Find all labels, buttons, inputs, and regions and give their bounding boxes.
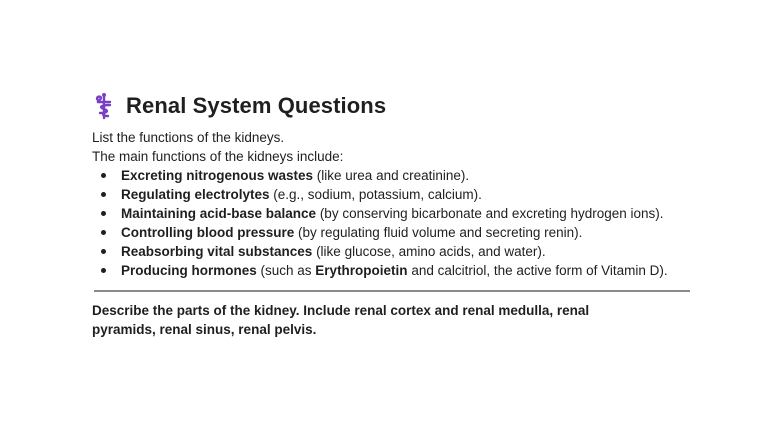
function-term: Reabsorbing vital substances: [121, 244, 313, 259]
document-page: [92, 88, 692, 339]
list-item: [92, 166, 684, 185]
medical-caduceus-icon: [92, 92, 116, 120]
function-detail: (such as: [256, 263, 316, 278]
list-item: [92, 261, 684, 280]
answer-intro: The main functions of the kidneys include:: [92, 149, 344, 164]
question-2-prompt: Describe the parts of the kidney. Include renal cortex and renal medulla, renal pyramids, renal sinus, renal pelvis.: [92, 303, 590, 337]
bullet-icon: [101, 211, 106, 216]
bullet-icon: [101, 230, 106, 235]
function-term: Controlling blood pressure: [121, 225, 295, 240]
bullet-icon: [101, 173, 106, 178]
function-detail: (by regulating fluid volume and secreting renin).: [294, 225, 583, 240]
function-term: Producing hormones: [121, 263, 257, 278]
question-1-section: [92, 128, 692, 280]
bullet-icon: [101, 192, 106, 197]
section-divider: [94, 290, 690, 292]
function-detail: and calcitriol, the active form of Vitamin D).: [407, 263, 668, 278]
list-item: [92, 204, 684, 223]
function-detail: (by conserving bicarbonate and excreting hydrogen ions).: [316, 206, 664, 221]
kidney-functions-list: [92, 166, 692, 280]
function-detail: (like glucose, amino acids, and water).: [312, 244, 546, 259]
list-item: [92, 185, 684, 204]
function-term: Excreting nitrogenous wastes: [121, 168, 314, 183]
list-item: [92, 223, 684, 242]
hormone-term: Erythropoietin: [315, 263, 408, 278]
function-term: Regulating electrolytes: [121, 187, 270, 202]
page-title: Renal System Questions: [126, 93, 387, 118]
bullet-icon: [101, 268, 106, 273]
function-detail: (e.g., sodium, potassium, calcium).: [269, 187, 482, 202]
function-detail: (like urea and creatinine).: [313, 168, 470, 183]
list-item: [92, 242, 684, 261]
title-row: [92, 88, 692, 124]
question-1-prompt: List the functions of the kidneys.: [92, 130, 285, 145]
bullet-icon: [101, 249, 106, 254]
function-term: Maintaining acid-base balance: [121, 206, 317, 221]
